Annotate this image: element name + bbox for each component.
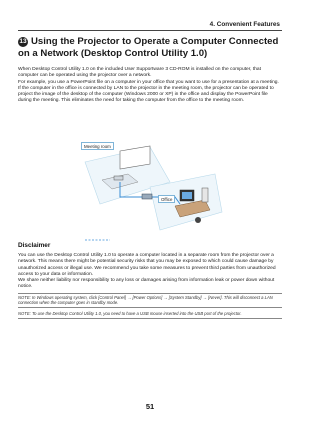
disclaimer-heading: Disclaimer [18, 242, 51, 249]
header-rule [18, 30, 282, 31]
note-rule-bottom [18, 318, 282, 319]
chair-icon [195, 217, 201, 223]
page-title-text: Using the Projector to Operate a Computer Connected on a Network (Desktop Control Utility 1.0) [18, 36, 279, 59]
page-title [18, 36, 284, 59]
router-icon [142, 194, 152, 199]
note-usb-mouse: NOTE: To use the Desktop Control Utility 1.0, you need to have a USB mouse inserted into the USB port of the projector. [18, 311, 242, 316]
intro-paragraph-2: For example, you use a PowerPoint file on a computer in your office that you want to use for a presentation at a meeting. If the computer in the office is connected by LAN to the projector in the meeting room, the projector can be operated to project the image of the desktop of the computer (Windows 2000 or XP) in the office and display the PowerPoint file during the meeting. This eliminates the need for taking the computer from the office to the meeting room. [18, 79, 279, 104]
note-rule-middle [18, 307, 282, 308]
disclaimer-paragraph-2: We share neither liability nor responsibility to any loss or damages arising from information leak or power down without notice. [18, 278, 275, 290]
network-illustration [80, 142, 225, 242]
monitor-screen-icon [182, 192, 192, 199]
disclaimer-text [18, 253, 282, 291]
intro-paragraph-1: When Desktop Control Utility 1.0 on the included User Supportware 3 CD-ROM is installed on the computer, that computer can be operated using the projector over a network. [18, 67, 262, 79]
step-number-badge: 13 [19, 38, 27, 45]
note-standby: NOTE: In Windows operating system, click [Control Panel] → [Power Options] → [System Standby] → [Never]. This will disconnect a LAN connection when the computer goes in standby mode. [18, 295, 273, 306]
note-rule-top [18, 293, 282, 294]
disclaimer-paragraph-1: You can use the Desktop Control Utility 1.0 to operate a computer located in a separate room from the projector over a network. This means there might be potential security risks that you may be exposed to which could cause damage by unauthorized access or illegal use. We recommend you take some measures to prevent third parties from unauthorized access to your data or information. [18, 253, 276, 277]
page-number: 51 [145, 402, 155, 411]
pc-tower-icon [202, 188, 208, 202]
office-label: Office [158, 195, 175, 203]
meeting-room-label: Meeting room [81, 142, 114, 150]
intro-text [18, 67, 282, 105]
projector-icon [114, 176, 123, 180]
section-header: 4. Convenient Features [209, 21, 280, 28]
